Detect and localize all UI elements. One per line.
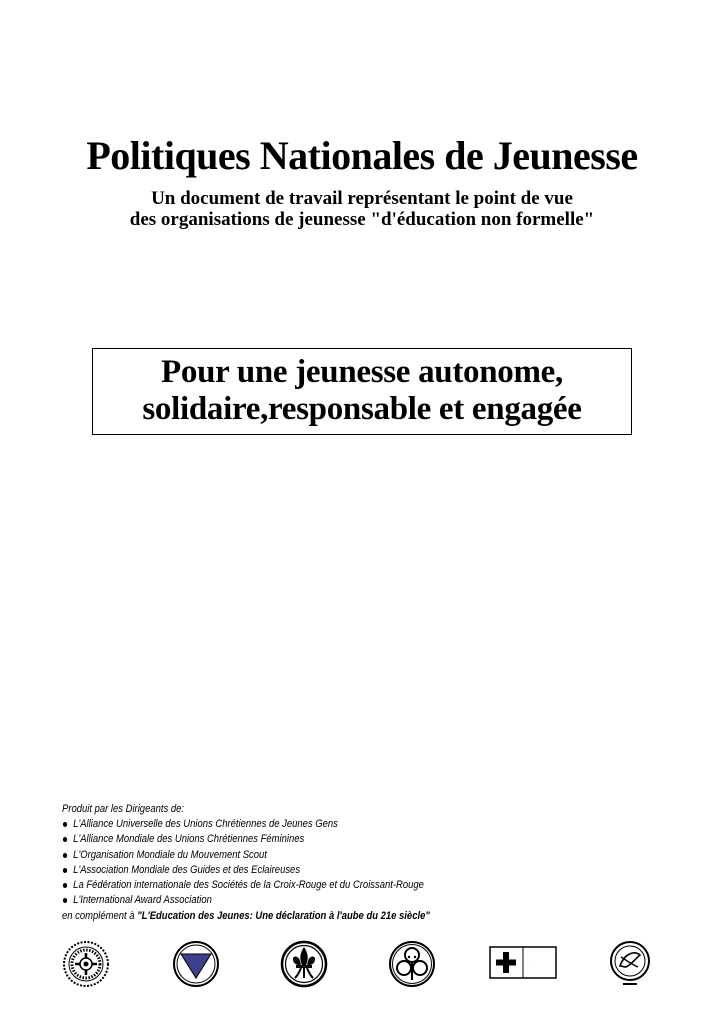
complement-title: "L'Education des Jeunes: Une déclaration à l'aube du 21e siècle" <box>137 910 430 923</box>
subtitle-line-1: Un document de travail représentant le point de vue <box>151 188 573 209</box>
document-title: Politiques Nationales de Jeunesse <box>86 133 638 178</box>
list-item: L'International Award Association <box>62 893 612 908</box>
red-cross-crescent-icon <box>489 940 557 988</box>
list-item: L'Alliance Universelle des Unions Chrétiennes de Jeunes Gens <box>62 817 612 832</box>
list-item: L'Organisation Mondiale du Mouvement Scout <box>62 848 612 863</box>
slogan-box <box>92 348 632 435</box>
award-association-icon <box>606 940 654 988</box>
produced-by-label: Produit par les Dirigeants de: <box>62 803 184 815</box>
slogan-line-1: Pour une jeunesse autonome, <box>161 354 563 390</box>
guides-trefoil-icon <box>388 940 436 988</box>
logo-row <box>0 940 724 990</box>
ywca-triangle-icon <box>172 940 220 988</box>
complement-note <box>62 909 612 924</box>
complement-prefix: en complément à <box>62 910 138 923</box>
scout-fleur-de-lis-icon <box>280 940 328 988</box>
list-item: L'Association Mondiale des Guides et des Eclaireuses <box>62 863 612 878</box>
slogan-line-2: solidaire,responsable et engagée <box>142 391 582 427</box>
organization-list <box>62 817 612 908</box>
subtitle <box>0 188 724 230</box>
ymca-seal-icon <box>62 940 110 988</box>
subtitle-line-2: des organisations de jeunesse "d'éducation non formelle" <box>129 209 595 230</box>
list-item: L'Alliance Mondiale des Unions Chrétiennes Féminines <box>62 832 612 847</box>
credits-footer <box>62 802 612 925</box>
list-item: La Fédération internationale des Sociétés de la Croix-Rouge et du Croissant-Rouge <box>62 878 612 893</box>
